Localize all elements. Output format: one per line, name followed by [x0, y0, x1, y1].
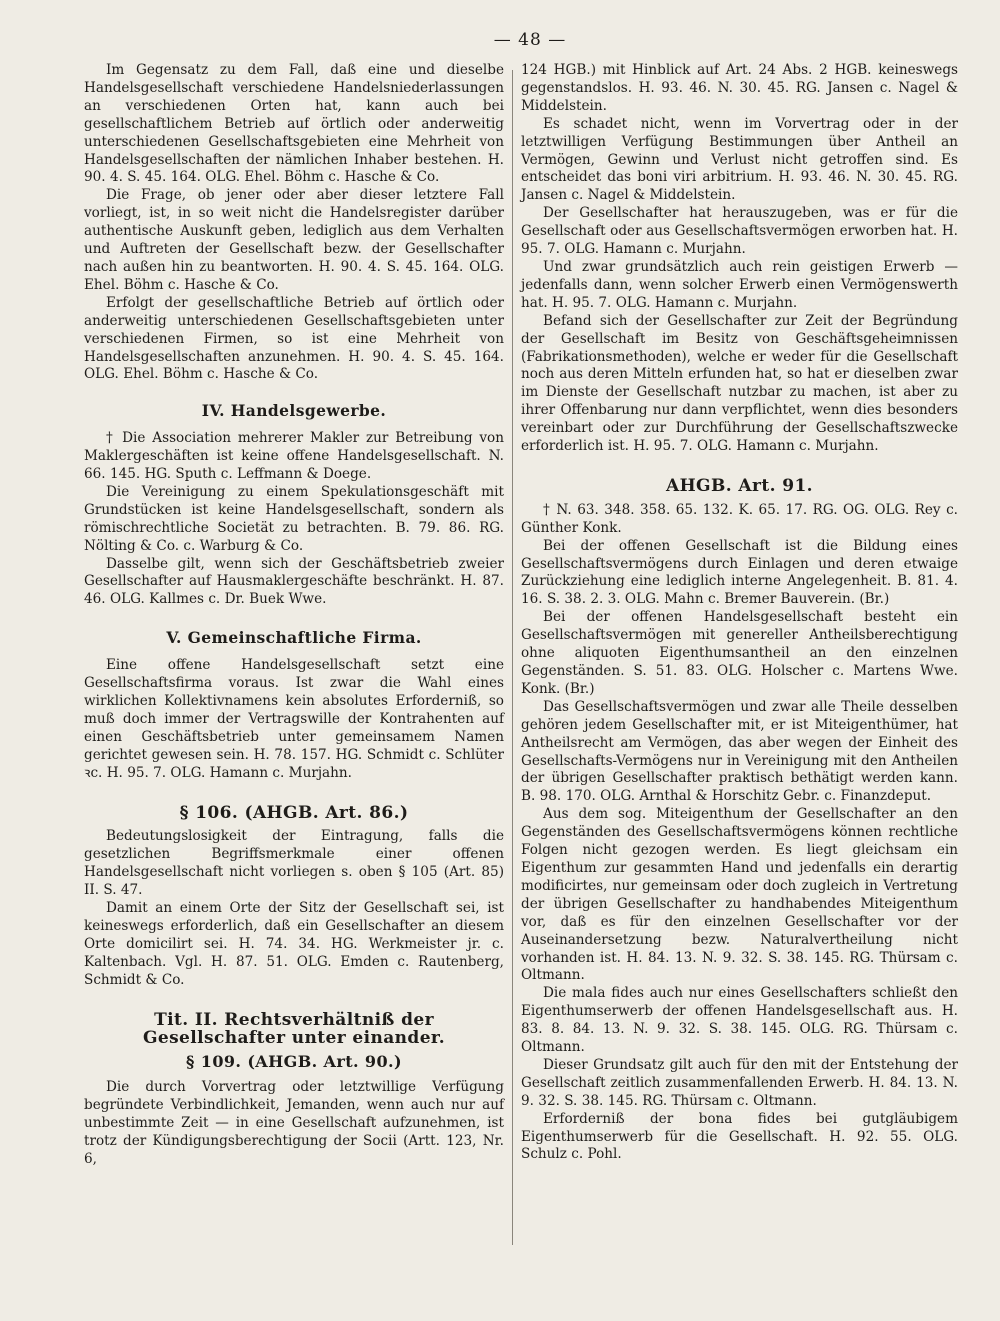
paragraph: Im Gegensatz zu dem Fall, daß eine und dieselbe Handelsgesellschaft verschiedene Handelsniederlassungen an verschiedenen Orten hat, kann auch bei gesellschaftlichem Betrieb auf örtlich oder anderweitig unterschiedenen Gesellschaftsgebieten eine Mehrheit von Handelsgesellschaften der nämlichen Inhaber bestehen. H. 90. 4. S. 45. 164. OLG. Ehel. Böhm c. Hasche & Co. [84, 62, 504, 186]
paragraph: Die durch Vorvertrag oder letztwillige Verfügung begründete Verbindlichkeit, Jemanden, wenn auch nur auf unbestimmte Zeit — in eine Gesellschaft aufzunehmen, ist trotz der Kündigungsberechtigung der Socii (Artt. 123, Nr. 6, [84, 1079, 504, 1167]
page-number: — 48 — [493, 30, 567, 50]
paragraph: Bei der offenen Gesellschaft ist die Bildung eines Gesellschaftsvermögens durch Einlagen und deren etwaige Zurückziehung eine lediglich interne Angelegenheit. B. 81. 4. 16. S. 38. 2. 3. OLG. Mahn c. Bremer Bauverein. (Br.) [521, 537, 958, 608]
paragraph: Erfolgt der gesellschaftliche Betrieb auf örtlich oder anderweitig unterschiedenen Gesellschaftsgebieten unter verschiedenen Firmen, so ist eine Mehrheit von Handelsgesellschaften anzunehmen. H. 90. 4. S. 45. 164. OLG. Ehel. Böhm c. Hasche & Co. [84, 294, 504, 383]
section-heading-art-91: AHGB. Art. 91. [666, 475, 813, 496]
paragraph: Der Gesellschafter hat herauszugeben, was er für die Gesellschaft oder aus Gesellschaftsvermögen erworben hat. H. 95. 7. OLG. Hamann c. Murjahn. [521, 205, 958, 258]
left-column [84, 62, 504, 1169]
paragraph: † Die Association mehrerer Makler zur Betreibung von Maklergeschäften ist keine offene Handelsgesellschaft. N. 66. 145. HG. Sputh c. Leffmann & Doege. [84, 430, 504, 483]
paragraph: Dasselbe gilt, wenn sich der Geschäftsbetrieb zweier Gesellschafter auf Hausmaklergeschäfte beschränkt. H. 87. 46. OLG. Kallmes c. Dr. Buek Wwe. [84, 555, 504, 608]
title-heading-tit-ii: Tit. II. Rechtsverhältniß der Gesellschafter unter einander. [142, 1009, 446, 1048]
paragraph: Das Gesellschaftsvermögen und zwar alle Theile desselben gehören jedem Gesellschafter mit, er ist Miteigenthümer, hat Antheilsrecht am Vermögen, das aber wegen der Einheit des Gesellschafts-Vermögens nur in Vereinigung mit den Antheilen der übrigen Gesellschafter praktisch bethätigt werden kann. B. 98. 170. OLG. Arnthal & Horschitz Gebr. c. Finanzdeput. [521, 698, 958, 805]
section-heading-iv: IV. Handelsgewerbe. [201, 401, 387, 421]
paragraph-continuation: 124 HGB.) mit Hinblick auf Art. 24 Abs. 2 HGB. keineswegs gegenstandslos. H. 93. 46. N. 30. 45. RG. Jansen c. Nagel & Middelstein. [521, 62, 958, 114]
paragraph: Aus dem sog. Miteigenthum der Gesellschafter an den Gegenständen des Gesellschaftsvermögens können rechtliche Folgen nicht gezogen werden. Es liegt gleichsam ein Eigenthum zur gesammten Hand und jedenfalls ein derartig modificirtes, nur gemeinsam oder doch zugleich in Vertretung der übrigen Gesellschafter zu handhabendes Miteigenthum vor, daß es für den einzelnen Gesellschafter vor der Auseinandersetzung bezw. Naturalvertheilung nicht vorhanden ist. H. 84. 13. N. 9. 32. S. 38. 145. RG. Thürsam c. Oltmann. [521, 806, 958, 984]
paragraph: Befand sich der Gesellschafter zur Zeit der Begründung der Gesellschaft im Besitz von Geschäftsgeheimnissen (Fabrikationsmethoden), welche er weder für die Gesellschaft noch aus deren Mitteln erfunden hat, so hat er dieselben zwar im Dienste der Gesellschaft nutzbar zu machen, ist aber zu ihrer Offenbarung nur dann verpflichtet, wenn dies besonders vereinbart oder zur Durchführung der Gesellschaftszwecke erforderlich ist. H. 95. 7. OLG. Hamann c. Murjahn. [521, 312, 958, 455]
paragraph: Erforderniß der bona fides bei gutgläubigem Eigenthumserwerb für die Gesellschaft. H. 92. 55. OLG. Schulz c. Pohl. [521, 1110, 958, 1163]
right-column [521, 62, 958, 1164]
section-heading-106: § 106. (AHGB. Art. 86.) [179, 802, 409, 823]
paragraph: Damit an einem Orte der Sitz der Gesellschaft sei, ist keineswegs erforderlich, daß ein Gesellschafter an diesem Orte domicilirt sei. H. 74. 34. HG. Werkmeister jr. c. Kaltenbach. Vgl. H. 87. 51. OLG. Emden c. Rautenberg, Schmidt & Co. [84, 900, 504, 988]
paragraph: Die Vereinigung zu einem Spekulationsgeschäft mit Grundstücken ist keine Handelsgesellschaft, sondern als römischrechtliche Societät zu betrachten. B. 79. 86. RG. Nölting & Co. c. Warburg & Co. [84, 483, 504, 554]
paragraph: Die Frage, ob jener oder aber dieser letztere Fall vorliegt, ist, in so weit nicht die Handelsregister darüber authentische Auskunft geben, lediglich aus dem Verhalten und Auftreten der Gesellschaft bezw. der Gesellschafter nach außen hin zu beantworten. H. 90. 4. S. 45. 164. OLG. Ehel. Böhm c. Hasche & Co. [84, 187, 504, 293]
paragraph: Es schadet nicht, wenn im Vorvertrag oder in der letztwilligen Verfügung Bestimmungen über Antheil an Vermögen, Gewinn und Verlust nicht getroffen sind. Es entscheidet das boni viri arbitrium. H. 93. 46. N. 30. 45. RG. Jansen c. Nagel & Middelstein. [521, 115, 958, 204]
paragraph: Eine offene Handelsgesellschaft setzt eine Gesellschaftsfirma voraus. Ist zwar die Wahl eines wirklichen Kollektivnamens kein absolutes Erforderniß, so muß doch immer der Vertragswille der Kontrahenten auf einen Geschäftsbetrieb unter gemeinsamem Namen gerichtet gewesen sein. H. 78. 157. HG. Schmidt c. Schlüter ꝛc. H. 95. 7. OLG. Hamann c. Murjahn. [84, 657, 504, 781]
paragraph: Und zwar grundsätzlich auch rein geistigen Erwerb — jedenfalls dann, wenn solcher Erwerb einen Vermögenswerth hat. H. 95. 7. OLG. Hamann c. Murjahn. [521, 258, 958, 311]
section-heading-v: V. Gemeinschaftliche Firma. [166, 628, 422, 648]
section-heading-109: § 109. (AHGB. Art. 90.) [186, 1052, 402, 1072]
paragraph: Dieser Grundsatz gilt auch für den mit der Entstehung der Gesellschaft zeitlich zusammenfallenden Erwerb. H. 84. 13. N. 9. 32. S. 38. 145. RG. Thürsam c. Oltmann. [521, 1056, 958, 1109]
paragraph: Bei der offenen Handelsgesellschaft besteht ein Gesellschaftsvermögen mit genereller Antheilsberechtigung ohne aliquoten Eigenthumsantheil an den einzelnen Gegenständen. S. 51. 83. OLG. Holscher c. Martens Wwe. Konk. (Br.) [521, 609, 958, 697]
column-divider [512, 70, 513, 1245]
paragraph: † N. 63. 348. 358. 65. 132. K. 65. 17. RG. OG. OLG. Rey c. Günther Konk. [521, 501, 958, 536]
paragraph: Die mala fides auch nur eines Gesellschafters schließt den Eigenthumserwerb der offenen Handelsgesellschaft aus. H. 83. 8. 84. 13. N. 9. 32. S. 38. 145. OLG. RG. Thürsam c. Oltmann. [521, 985, 958, 1056]
paragraph: Bedeutungslosigkeit der Eintragung, falls die gesetzlichen Begriffsmerkmale einer offenen Handelsgesellschaft nicht vorliegen s. oben § 105 (Art. 85) II. S. 47. [84, 828, 504, 899]
